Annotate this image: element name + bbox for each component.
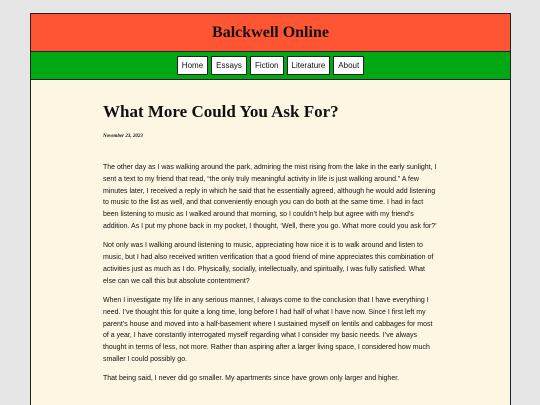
article-title: What More Could You Ask For? <box>103 102 339 121</box>
site-header <box>31 14 510 52</box>
nav-fiction-link[interactable]: Fiction <box>250 56 284 75</box>
nav-home-link[interactable]: Home <box>177 56 208 75</box>
nav-essays-link[interactable]: Essays <box>211 56 247 75</box>
article-date: November 23, 2023 <box>103 134 143 139</box>
nav-literature-link[interactable]: Literature <box>287 56 331 75</box>
article-paragraph: When I investigate my life in any serious manner, I always come to the conclusion that I have everything I need. I’ve thought this for quite a long time, long before I had half of what I have now. Since I first left my parent’s house and moved into a half-basement where I sustained myself on lentils and cabbages for most of a year, I have constantly interrogated myself regarding what I consider my basic needs. I’ve always thought in terms of less, not more. Rather than aspiring after a larger living space, I considered how much smaller I could possibly go. <box>103 296 433 363</box>
article <box>31 102 510 385</box>
article-paragraph: That being said, I never did go smaller. My apartments since have grown only larger and higher. <box>103 375 400 383</box>
site-title[interactable]: Balckwell Online <box>212 23 329 41</box>
nav-about-link[interactable]: About <box>333 56 364 75</box>
article-paragraph: Not only was I walking around listening to music, appreciating how nice it is to walk around and listen to music, but I had also received written verification that a good friend of mine appreciates this combination of activities just as much as I do. Physically, socially, intellectually, and spiritually, I was fully satisfied. What else can we call this but absolute contentment? <box>103 242 434 285</box>
main-nav <box>31 52 510 80</box>
page-frame <box>30 13 511 405</box>
article-body <box>103 162 438 385</box>
article-paragraph: The other day as I was walking around the park, admiring the mist rising from the lake in the early sunlight, I sent a text to my friend that read, “the only truly meaningful activity in life is just walking around.” A few minutes later, I received a reply in which he said that he essentially agreed, although he would add listening to music to the list as well, and that conveniently enough you can do both at the same time. I had in fact been listening to music as I walked around that morning, so I couldn’t help but agree with my friend’s addition. As I put my phone back in my pocket, I thought, ‘Well, there you go. What more could you ask for?’ <box>103 164 437 230</box>
